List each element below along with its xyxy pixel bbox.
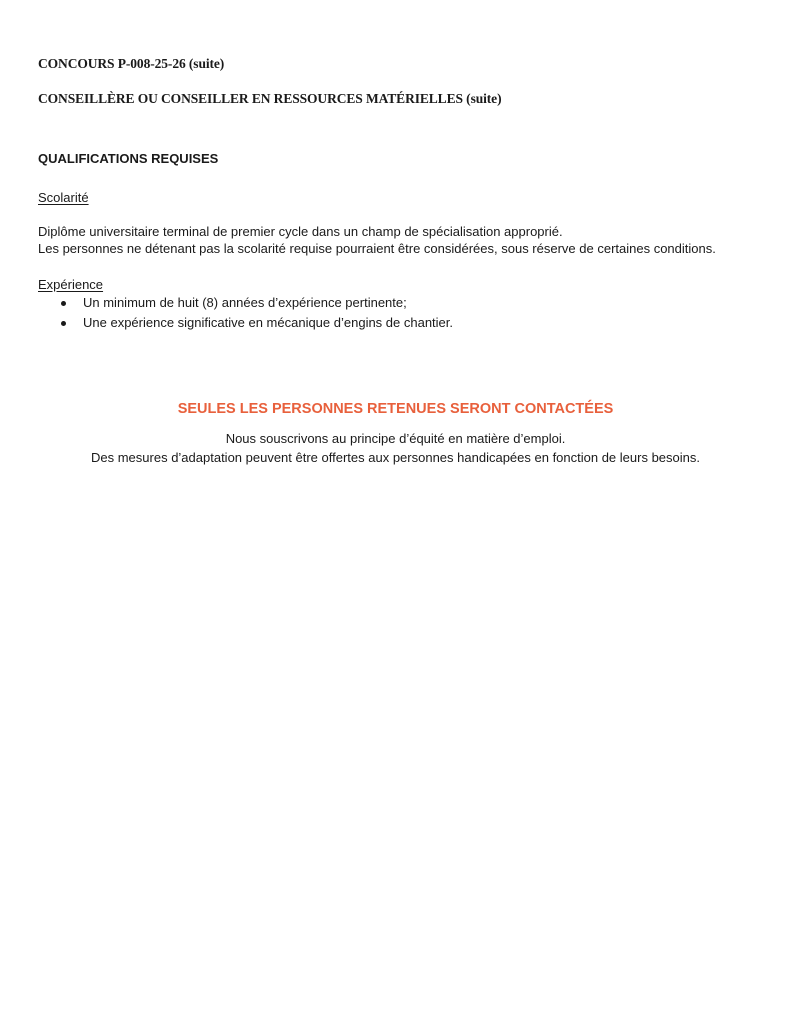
experience-item-text: Un minimum de huit (8) années d’expérience pertinente;	[83, 295, 407, 310]
contest-number: CONCOURS P-008-25-26 (suite)	[38, 56, 225, 71]
experience-label: Expérience	[38, 277, 104, 292]
schooling-line-1: Diplôme universitaire terminal de premier cycle dans un champ de spécialisation approprié.	[38, 224, 563, 239]
equity-statement: Nous souscrivons au principe d’équité en matière d’emploi.	[225, 431, 566, 446]
accommodation-statement: Des mesures d’adaptation peuvent être offertes aux personnes handicapées en fonction de leurs besoins.	[91, 450, 700, 465]
experience-item-text: Une expérience significative en mécanique d’engins de chantier.	[83, 315, 454, 330]
job-title: CONSEILLÈRE OU CONSEILLER EN RESSOURCES MATÉRIELLES (suite)	[38, 91, 502, 106]
schooling-line-2: Les personnes ne détenant pas la scolarité requise pourraient être considérées, sous réserve de certaines conditions.	[38, 241, 716, 256]
bullet-icon	[61, 301, 66, 306]
qualifications-heading: QUALIFICATIONS REQUISES	[38, 151, 219, 166]
list-item	[38, 293, 453, 313]
bullet-icon	[61, 321, 66, 326]
experience-list	[38, 293, 453, 333]
list-item	[38, 313, 453, 333]
contact-notice: SEULES LES PERSONNES RETENUES SERONT CONTACTÉES	[177, 401, 614, 417]
schooling-label: Scolarité	[38, 190, 89, 205]
